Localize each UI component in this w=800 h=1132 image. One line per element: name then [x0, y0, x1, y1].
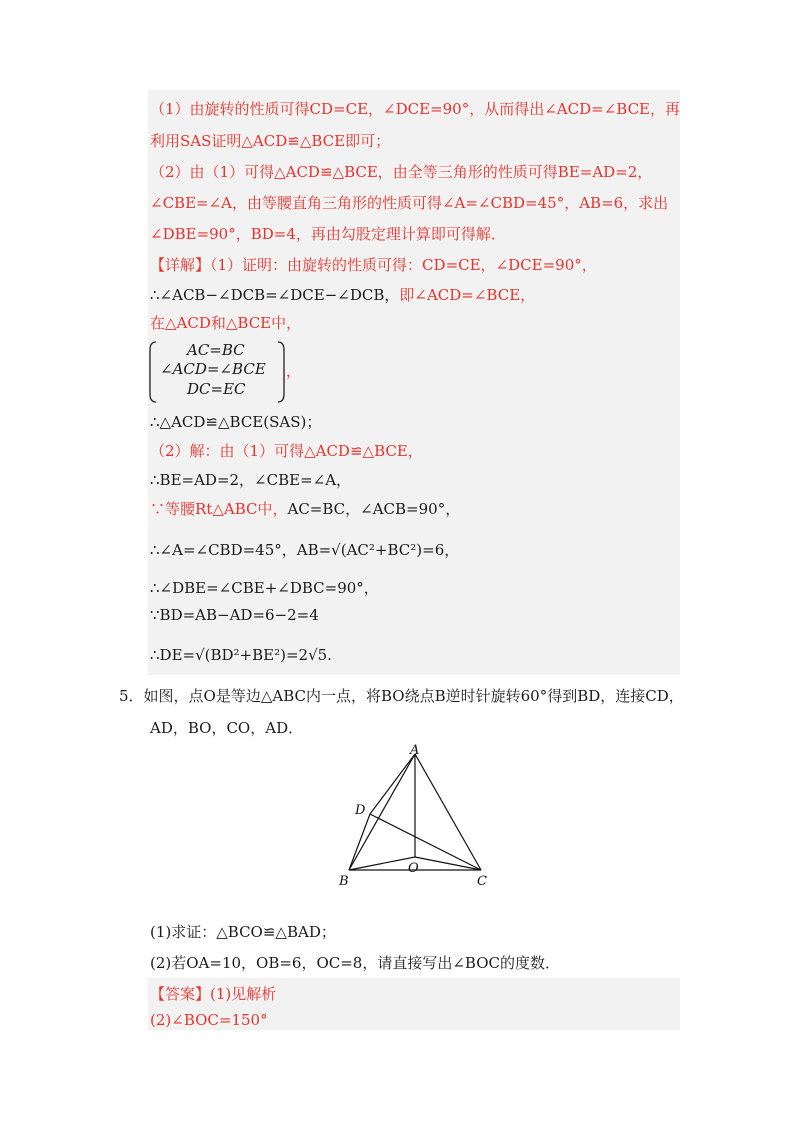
- detail-line-7: [150, 498, 460, 519]
- detail-line-2a: ∴∠ACB−∠DCB=∠DCE−∠DCB，: [150, 286, 400, 304]
- system-eq-2: ∠ACD=∠BCE: [160, 360, 266, 378]
- detail-line-2: [150, 284, 535, 305]
- segment-CO: [415, 857, 481, 870]
- segment-BD: [349, 814, 370, 870]
- question-1: (1)求证：△BCO≌△BAD；: [150, 923, 336, 941]
- answer-tag: 【答案】: [150, 985, 211, 1003]
- problem-stem-2: AD，BO，CO，AD．: [150, 719, 304, 737]
- answer-1: (1)见解析: [210, 985, 277, 1003]
- analysis-line-5: ∠DBE=90°，BD=4，再由勾股定理计算即可得解．: [150, 225, 506, 243]
- detail-line-11: ∴DE=√(BD²+BE²)=2√5.: [150, 646, 332, 664]
- detail-line-8: ∴∠A=∠CBD=45°，AB=√(AC²+BC²)=6，: [150, 541, 460, 559]
- system-eq-3: DC=EC: [187, 380, 246, 398]
- answer-line-2: (2)∠BOC=150°: [150, 1011, 268, 1029]
- analysis-line-2: 利用SAS证明△ACD≌△BCE即可；: [150, 132, 391, 150]
- detail-line-9: ∴∠DBE=∠CBE+∠DBC=90°，: [150, 579, 379, 597]
- problem-stem-1: 5．如图，点O是等边△ABC内一点，将BO绕点B逆时针旋转60°得到BD，连接CD，: [119, 687, 684, 705]
- detail-tag: 【详解】: [150, 256, 211, 274]
- detail-line-1-text: （1）证明：由旋转的性质可得：CD=CE，∠DCE=90°，: [210, 256, 597, 274]
- segment-AC: [415, 754, 481, 870]
- analysis-line-3: （2）由（1）可得△ACD≌△BCE，由全等三角形的性质可得BE=AD=2，: [150, 163, 653, 181]
- question-2: (2)若OA=10，OB=6，OC=8，请直接写出∠BOC的度数．: [150, 954, 560, 972]
- detail-line-2b: 即∠ACD=∠BCE，: [399, 286, 536, 304]
- label-A: A: [410, 744, 420, 758]
- label-B: B: [339, 874, 349, 889]
- segment-BO: [349, 857, 415, 870]
- detail-line-4: ∴△ACD≌△BCE(SAS)；: [150, 413, 322, 431]
- detail-line-7b: AC=BC，∠ACB=90°，: [287, 500, 461, 518]
- detail-line-3: 在△ACD和△BCE中，: [150, 314, 302, 332]
- detail-line-6: ∴BE=AD=2，∠CBE=∠A，: [150, 471, 352, 489]
- geometry-figure: [335, 744, 505, 889]
- analysis-line-4: ∠CBE=∠A，由等腰直角三角形的性质可得∠A=∠CBD=45°，AB=6，求出: [150, 194, 669, 212]
- detail-line-7a: ∵等腰Rt△ABC中，: [150, 500, 288, 518]
- detail-line-5: （2）解：由（1）可得△ACD≌△BCE，: [150, 442, 423, 460]
- label-D: D: [355, 803, 366, 818]
- detail-line-1: [150, 254, 597, 275]
- label-C: C: [477, 874, 487, 889]
- label-O: O: [408, 861, 419, 876]
- segment-CD: [370, 814, 481, 870]
- detail-line-10: ∵BD=AB−AD=6−2=4: [150, 606, 319, 624]
- analysis-line-1: （1）由旋转的性质可得CD=CE，∠DCE=90°，从而得出∠ACD=∠BCE，再: [150, 100, 680, 118]
- segment-AD: [370, 754, 415, 814]
- answer-line-1: [150, 983, 276, 1004]
- system-eq-1: AC=BC: [187, 341, 245, 359]
- system-tail: ，: [286, 362, 302, 380]
